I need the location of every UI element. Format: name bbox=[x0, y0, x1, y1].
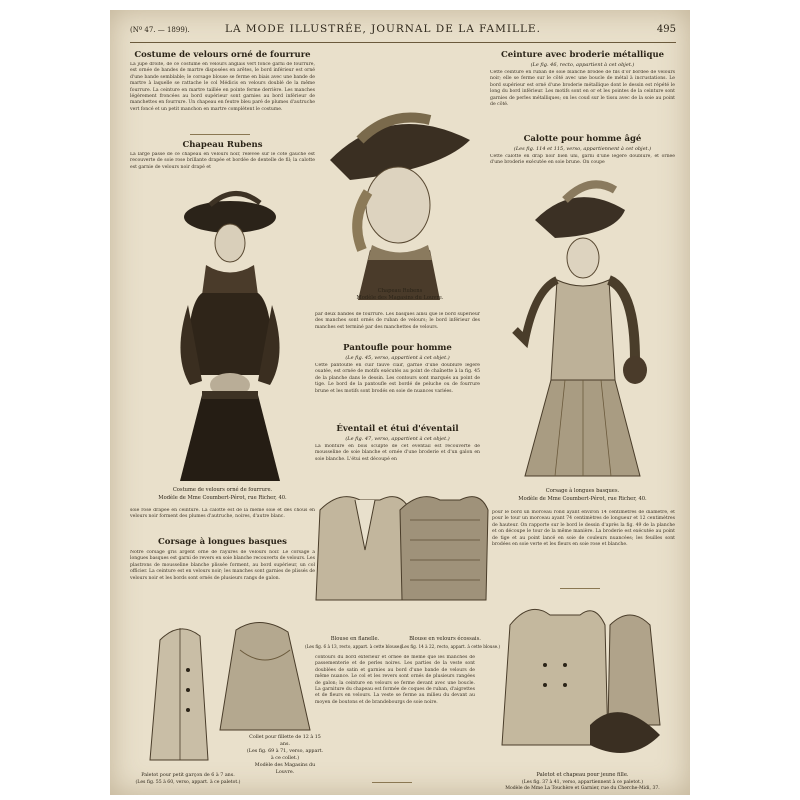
collet-caption-title: Collet pour fillette de 12 à 15 ans. bbox=[249, 735, 321, 747]
calotte-sub: (Les fig. 114 et 115, verso, appartiennent à cet objet.) bbox=[513, 146, 652, 152]
paletot-garcon-caption-sub: (Les fig. 55 à 60, verso, appart. à ce paletot.) bbox=[135, 780, 241, 785]
pantoufle-text: Cette pantoufle en cuir fauve clair, garnie d'une doublure légère ouatée, est ornée de motifs exécutés au point de chaînette à la fig. 45 de la planche dans le dessin. Les contours sont marqués au point de tige. Le bord de la pantoufle est bordé de peluche ou de fourrure brune et les motifs sont brodés en soie de nuances variées. bbox=[315, 363, 480, 394]
separator bbox=[190, 134, 250, 135]
blouse-flanelle-caption-sub: (Les fig. 6 à 13, recto, appart. à cette blouse.) bbox=[305, 644, 403, 649]
blouse-velours-caption: Blouse en velours écossais. bbox=[409, 636, 481, 642]
corsage-text: Notre corsage gris argent orné de rayures de velours noir. Le corsage à longues basques est garni de revers en soie blanche recouverts de velours. Les plastrons de mousseline blanche plissée forment, au bord supérieur, un col officier. La ceinture est en velours noir; les manches sont garnies de plissés de velours noir et les bords sont ornés de plusieurs rangs de galon. bbox=[130, 550, 315, 581]
basques-caption: Corsage à longues basques. bbox=[545, 488, 620, 494]
bottom-center-text: contours du bord extérieur et ornée de même que les manches de passementerie et de perles noires. Les parties de la veste sont doublées de satin et garnies au bord d'une bande de velours de même nuance. Le col et les revers sont ornés de plusieurs rangées de galon; la ceinture en velours se ferme devant avec une boucle. La garniture du chapeau est formée de coques de ruban, d'aigrettes et de fleurs en velours. La veste se ferme au milieu du devant au moyen de boutons et de brandebourgs de soie noire. bbox=[315, 655, 475, 705]
ceinture-title: Ceinture avec broderie métallique bbox=[500, 50, 665, 60]
journal-page bbox=[110, 10, 690, 795]
paletot-fille-caption-sub: (Les fig. 37 à 41, verso, appartiennent à ce paletot.) bbox=[521, 780, 644, 785]
issue-number: (Nº 47. — 1899). bbox=[130, 26, 190, 34]
rubens-title: Chapeau Rubens bbox=[182, 140, 263, 150]
header-rule bbox=[130, 42, 676, 43]
page-number: 495 bbox=[656, 24, 676, 35]
left-continuation-text: soie rose drapée en ceinture. La calotte est de la même soie et des chous en velours noir forment des plumes d'autruche, noires, d'autre blanc. bbox=[130, 508, 315, 520]
basques-caption-sub: Modèle de Mme Coumbert-Pérot, rue Richer, 40. bbox=[518, 496, 647, 502]
separator bbox=[372, 782, 412, 783]
velvet-costume-illustration bbox=[150, 185, 310, 485]
pantoufle-sub: (Le fig. 45, verso, appartient à cet objet.) bbox=[345, 355, 450, 361]
paletot-garcon-caption: Paletot pour petit garçon de 6 à 7 ans. bbox=[141, 773, 235, 778]
page-header bbox=[130, 22, 676, 42]
eventail-sub: (Le fig. 47, verso, appartient à cet objet.) bbox=[345, 436, 450, 442]
velours-caption: Costume de velours orné de fourrure. bbox=[172, 487, 273, 493]
paletot-fille-caption: Paletot et chapeau pour jeune fille. bbox=[536, 772, 629, 778]
right-continuation-text: pour le bord un morceau rond ayant environ 14 centimètres de diamètre, et pour le tour un morceau ayant 74 centimètres de longueur et 12 centimètres de hauteur. On rapporte sur le bord le dessin d'après la fig. 49 de la planche et on découpe le tour de la même manière. La broderie est exécutée au point de tige et au point lancé en soie de couleurs nuancées; les feuilles sont brodées en soie verte et les fleurs en soie rose et blanche. bbox=[492, 510, 675, 548]
velours-text: La jupe droite, de ce costume en velours anglais vert foncé garni de fourrure, est ornée de bandes de martre disposées en arêtes, le bord inférieur est orné d'une bande semblable; le corsage blouse se ferme en biais avec une bande de martre à laquelle se rattache le col Médicis en velours doublé de la même fourrure. La ceinture en martre taillée en pointe ferme derrière. Les manches légèrement froncées au bord supérieur sont garnies au bord inférieur de manchettes en fourrure. Un chapeau en feutre bleu paré de plumes d'autruche vert foncé et un petit manchon en martre complètent le costume. bbox=[130, 62, 315, 112]
rubens-hat-illustration bbox=[310, 100, 490, 300]
collet-caption bbox=[245, 734, 325, 776]
ceinture-text: Cette ceinture en ruban de soie blanche brodée de fils d'or bordée de velours noir; elle se ferme sur le côté avec une boucle de métal à incrustations. Le bord supérieur est orné d'une broderie métallique dont le dessin est répété le long du bord inférieur. Les motifs sont en or et les pointes de la ceinture sont garnies de perles métalliques; on les coud sur le tissu avec de la soie au point de côté. bbox=[490, 70, 675, 108]
calotte-title: Calotte pour homme âgé bbox=[523, 134, 642, 144]
blouse-flanelle-caption: Blouse en flanelle. bbox=[330, 636, 380, 642]
eventail-title: Éventail et étui d'éventail bbox=[336, 424, 459, 434]
velours-title: Costume de velours orné de fourrure bbox=[134, 50, 311, 60]
separator bbox=[560, 588, 600, 589]
blouses-illustration bbox=[310, 480, 490, 630]
rubens-text: La large passe de ce chapeau en velours noir, relevée sur le côté gauche est recouverte de soie rose brillante drapée et bordée de dentelle de fil; la calotte est garnie de velours noir drapé et bbox=[130, 152, 315, 170]
blouse-velours-caption-sub: (Les fig. 14 à 22, recto, appart. à cette blouse.) bbox=[400, 644, 501, 649]
collet-caption-sub2: Modèle des Magasins du Louvre. bbox=[254, 763, 316, 775]
collet-caption-sub: (Les fig. 69 à 71, verso, appart. à ce collet.) bbox=[246, 749, 324, 761]
girls-jacket-illustration bbox=[490, 595, 675, 770]
center-continuation-text: par deux bandes de fourrure. Les basques ainsi que le bord supérieur des manches sont ornés de ruban de velours; le bord inférieur des manches est terminé par des manchettes de velours. bbox=[315, 312, 480, 330]
rubens-caption: Chapeau Rubens bbox=[377, 288, 423, 294]
eventail-text: La monture en bois sculpté de cet éventail est recouverte de mousseline de soie blanche et ornée d'une broderie et d'un galon en soie blanche. L'étui est découpé en bbox=[315, 444, 480, 462]
basque-bodice-illustration bbox=[495, 180, 675, 480]
pantoufle-title: Pantoufle pour homme bbox=[343, 343, 452, 353]
paletot-fille-caption-sub2: Modèle de Mme La Touchère et Garnier, rue du Cherche-Midi, 37. bbox=[505, 786, 660, 791]
rubens-caption-sub: Modèle des Magasins du Louvre. bbox=[356, 295, 444, 301]
journal-title: LA MODE ILLUSTRÉE, JOURNAL DE LA FAMILLE. bbox=[225, 23, 541, 35]
calotte-text: Cette calotte en drap noir bien uni, garni d'une légère doublure, et ornée d'une broderie exécutée en soie brune. On coupe bbox=[490, 154, 675, 166]
velours-caption-sub: Modèle de Mme Coumbert-Pérot, rue Richer, 40. bbox=[158, 495, 287, 501]
corsage-title: Corsage à longues basques bbox=[158, 537, 287, 547]
ceinture-sub: (Le fig. 46, recto, appartient à cet objet.) bbox=[530, 62, 635, 68]
